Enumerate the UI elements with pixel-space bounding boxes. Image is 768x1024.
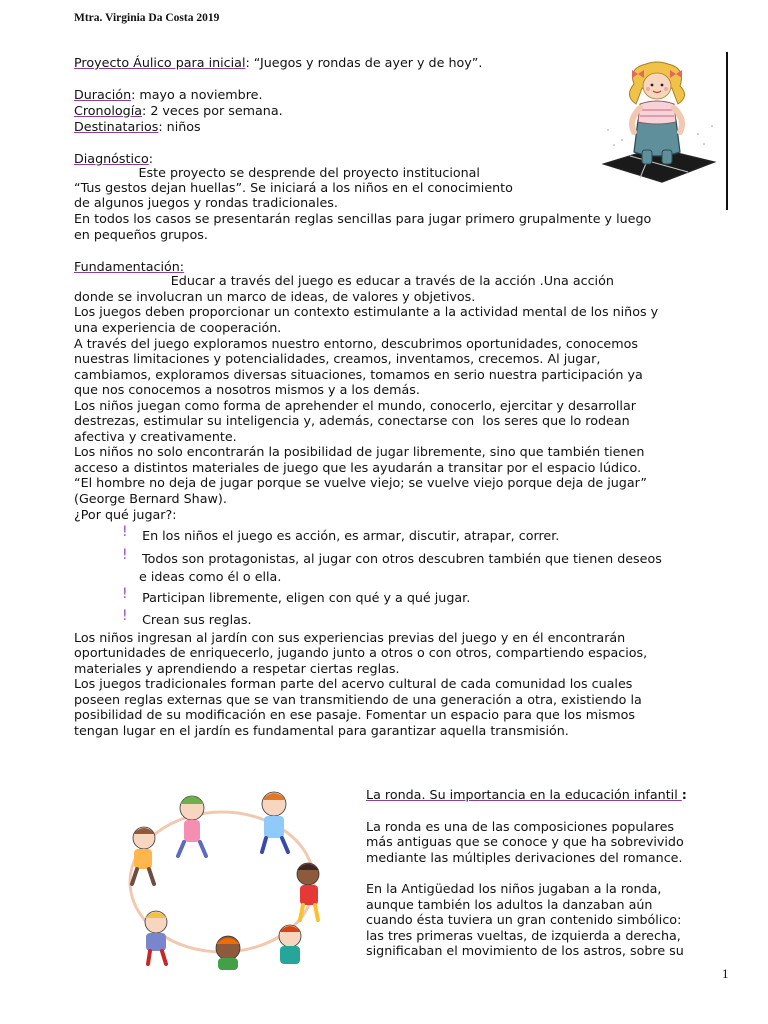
margin-rule <box>726 52 728 210</box>
ronda-para1-line: La ronda es una de las composiciones populares <box>366 819 675 834</box>
bullet-text: e ideas como él o ella. <box>139 569 282 584</box>
diagnosis-line: de algunos juegos y rondas tradicionales. <box>74 195 338 210</box>
bullet-marker: ! <box>122 608 128 624</box>
foundation-line: “El hombre no deja de jugar porque se vuelve viejo; se vuelve viejo porque deja de jugar” <box>74 475 647 490</box>
chronology-value: : 2 veces por semana. <box>142 103 283 118</box>
closing-line: poseen reglas externas que se van transmitiendo de una generación a otra, existiendo la <box>74 692 642 707</box>
foundation-line: Educar a través del juego es educar a través de la acción .Una acción <box>74 273 614 288</box>
project-title-label: Proyecto Áulico para inicial <box>74 55 246 70</box>
ronda-para2-line: significaban el movimiento de los astros, sobre su <box>366 943 684 958</box>
foundation-line: (George Bernard Shaw). <box>74 491 227 506</box>
chronology-line <box>74 103 283 118</box>
ronda-heading-colon: : <box>681 787 687 802</box>
duration-line <box>74 87 263 102</box>
diagnosis-line: en pequeños grupos. <box>74 227 208 242</box>
ronda-para2-line: las tres primeras vueltas, de izquierda a derecha, <box>366 928 681 943</box>
foundation-line: Los niños juegan como forma de aprehender el mundo, conocerlo, ejercitar y desarrollar <box>74 398 636 413</box>
foundation-line: nuestras limitaciones y potencialidades, creamos, inventamos, crecemos. Al jugar, <box>74 351 601 366</box>
bullet-text: Todos son protagonistas, al jugar con otros descubren también que tienen deseos <box>134 551 662 566</box>
ronda-para2-line: aunque también los adultos la danzaban aún <box>366 897 653 912</box>
closing-line: posibilidad de su modificación en ese pasaje. Fomentar un espacio para que los mismos <box>74 707 636 722</box>
closing-line: Los niños ingresan al jardín con sus experiencias previas del juego y en él encontrarán <box>74 630 626 645</box>
audience-value: : niños <box>158 119 201 134</box>
bullet-text: Crean sus reglas. <box>134 612 252 627</box>
project-title-line <box>74 55 482 70</box>
diagnosis-line: En todos los casos se presentarán reglas sencillas para jugar primero grupalmente y luego <box>74 211 652 226</box>
bullet-text: En los niños el juego es acción, es armar, discutir, atrapar, correr. <box>134 528 560 543</box>
project-title-sep: : <box>245 55 254 70</box>
foundation-line: destrezas, estimular su inteligencia y, además, conectarse con los seres que lo rodean <box>74 413 630 428</box>
bullet-marker: ! <box>122 586 128 602</box>
girl-hopscotch-illustration <box>594 60 724 190</box>
author-header: Mtra. Virginia Da Costa 2019 <box>74 12 220 24</box>
foundation-line: una experiencia de cooperación. <box>74 320 282 335</box>
chronology-label: Cronología <box>74 103 143 118</box>
children-ring-illustration <box>104 786 340 972</box>
bullet-marker: ! <box>122 524 128 540</box>
duration-label: Duración <box>74 87 132 102</box>
page-number: 1 <box>722 966 729 981</box>
bullet-marker: ! <box>122 547 128 563</box>
duration-value: : mayo a noviembre. <box>131 87 263 102</box>
ronda-para2-line: En la Antigüedad los niños jugaban a la ronda, <box>366 881 662 896</box>
ronda-heading-text: La ronda. Su importancia en la educación infantil <box>366 787 682 802</box>
audience-line <box>74 119 201 134</box>
closing-line: oportunidades de enriquecerlo, jugando junto a otros o con otros, compartiendo espacios, <box>74 645 648 660</box>
project-title-value: “Juegos y rondas de ayer y de hoy”. <box>253 55 483 70</box>
foundation-line: que nos conocemos a nosotros mismos y a los demás. <box>74 382 420 397</box>
closing-line: Los juegos tradicionales forman parte del acervo cultural de cada comunidad los cuales <box>74 676 633 691</box>
diagnosis-heading-colon: : <box>148 151 154 166</box>
closing-line: materiales y aprendiendo a respetar ciertas reglas. <box>74 661 400 676</box>
foundation-line: A través del juego exploramos nuestro entorno, descubrimos oportunidades, conocemos <box>74 336 638 351</box>
foundation-line: afectiva y creativamente. <box>74 429 237 444</box>
foundation-line: ¿Por qué jugar?: <box>74 507 177 522</box>
foundation-line: acceso a distintos materiales de juego que les ayudarán a transitar por el espacio lúdico. <box>74 460 642 475</box>
bullet-text: Participan libremente, eligen con qué y a qué jugar. <box>134 590 471 605</box>
ronda-para1-line: más antiguas que se conoce y que ha sobrevivido <box>366 834 684 849</box>
closing-line: tengan lugar en el jardín es fundamental para garantizar aquella transmisión. <box>74 723 569 738</box>
ronda-para2-line: cuando ésta tuviera un gran contenido simbólico: <box>366 912 682 927</box>
ronda-heading <box>366 787 687 802</box>
foundation-line: Los juegos deben proporcionar un contexto estimulante a la actividad mental de los niños y <box>74 304 659 319</box>
diagnosis-line: Este proyecto se desprende del proyecto institucional <box>74 165 480 180</box>
diagnosis-line: “Tus gestos dejan huellas”. Se iniciará a los niños en el conocimiento <box>74 180 513 195</box>
foundation-heading: Fundamentación: <box>74 259 185 274</box>
diagnosis-heading-text: Diagnóstico <box>74 151 149 166</box>
ronda-para1-line: mediante las múltiples derivaciones del romance. <box>366 850 683 865</box>
audience-label: Destinatarios <box>74 119 159 134</box>
foundation-line: donde se involucran un marco de ideas, de valores y objetivos. <box>74 289 476 304</box>
foundation-line: cambiamos, exploramos diversas situaciones, tomamos en serio nuestra participación ya <box>74 367 643 382</box>
foundation-line: Los niños no solo encontrarán la posibilidad de jugar libremente, sino que también tienen <box>74 444 645 459</box>
